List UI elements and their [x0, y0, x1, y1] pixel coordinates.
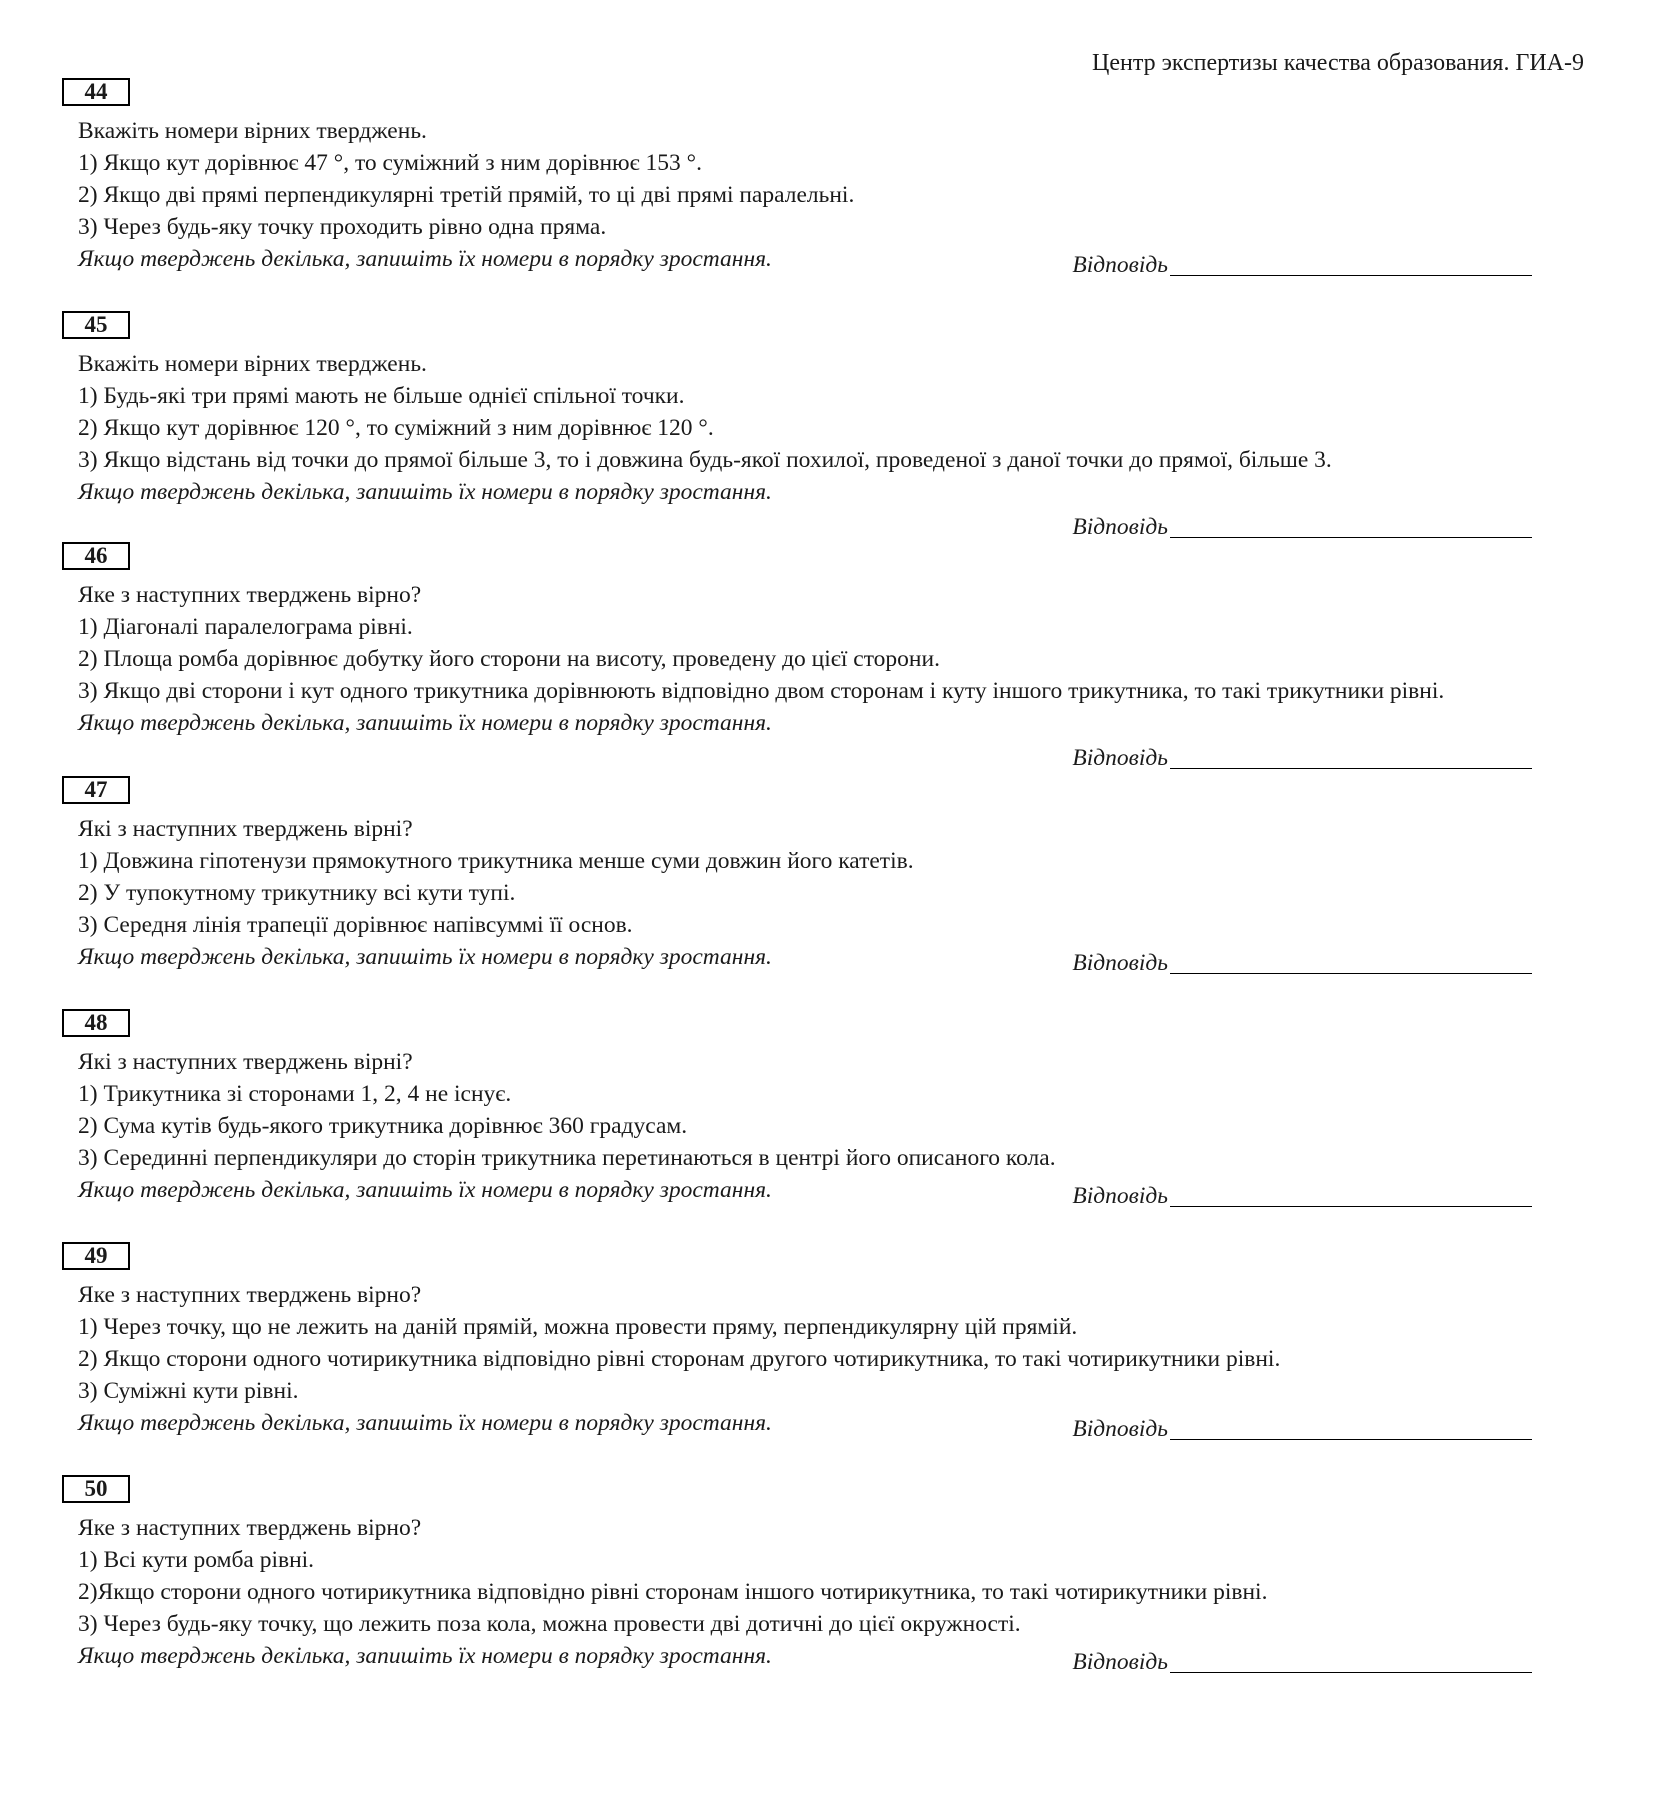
answer-field[interactable]: [1072, 947, 1532, 978]
task-statement-2: 2)Якщо сторони одного чотирикутника відповідно рівні сторонам іншого чотирикутника, то такі чотирикутники рівні.: [78, 1579, 1268, 1605]
task-46: [62, 542, 1532, 776]
task-statement-2: 2) Якщо кут дорівнює 120 °, то суміжний з ним дорівнює 120 °.: [78, 415, 714, 441]
answer-label: Відповідь: [1072, 745, 1168, 771]
task-number: 45: [62, 311, 130, 339]
answer-field[interactable]: [1072, 1646, 1532, 1677]
task-number: 47: [62, 776, 130, 804]
task-45: [62, 311, 1532, 542]
task-48: [62, 1009, 1532, 1242]
task-instruction: Якщо тверджень декілька, запишіть їх номери в порядку зростання.: [78, 1643, 772, 1669]
page-header: Центр экспертизы качества образования. ГИА-9: [1092, 50, 1584, 76]
task-statement-3: 3) Через будь-яку точку, що лежить поза кола, можна провести дві дотичні до цієї окружності.: [78, 1611, 1021, 1637]
task-statement-1: 1) Всі кути ромба рівні.: [78, 1547, 315, 1573]
answer-line[interactable]: [1170, 742, 1532, 769]
task-body: [78, 579, 1530, 739]
task-number: 46: [62, 542, 130, 570]
answer-field[interactable]: [1072, 1180, 1532, 1211]
answer-line[interactable]: [1170, 1180, 1532, 1207]
task-question: Які з наступних тверджень вірні?: [78, 816, 413, 842]
answer-field[interactable]: [1072, 1413, 1532, 1444]
task-number: 48: [62, 1009, 130, 1037]
task-statement-3: 3) Якщо відстань від точки до прямої більше 3, то і довжина будь-якої похилої, проведеної з даної точки до прямої, більше 3.: [78, 447, 1332, 473]
task-statement-3: 3) Суміжні кути рівні.: [78, 1378, 299, 1404]
answer-label: Відповідь: [1072, 1649, 1168, 1675]
answer-field[interactable]: [1072, 742, 1532, 773]
task-49: [62, 1242, 1532, 1475]
task-question: Які з наступних тверджень вірні?: [78, 1049, 413, 1075]
task-instruction: Якщо тверджень декілька, запишіть їх номери в порядку зростання.: [78, 1410, 772, 1436]
task-question: Яке з наступних тверджень вірно?: [78, 1282, 422, 1308]
task-question: Вкажіть номери вірних тверджень.: [78, 118, 427, 144]
task-body: [78, 348, 1530, 508]
task-statement-1: 1) Будь-які три прямі мають не більше однієї спільної точки.: [78, 383, 685, 409]
task-instruction: Якщо тверджень декілька, запишіть їх номери в порядку зростання.: [78, 479, 772, 505]
answer-line[interactable]: [1170, 249, 1532, 276]
task-number: 50: [62, 1475, 130, 1503]
task-statement-2: 2) Якщо сторони одного чотирикутника відповідно рівні сторонам другого чотирикутника, то такі чотирикутники рівні.: [78, 1346, 1281, 1372]
task-instruction: Якщо тверджень декілька, запишіть їх номери в порядку зростання.: [78, 246, 772, 272]
answer-line[interactable]: [1170, 1413, 1532, 1440]
task-statement-2: 2) Площа ромба дорівнює добутку його сторони на висоту, проведену до цієї сторони.: [78, 646, 940, 672]
task-statement-3: 3) Якщо дві сторони і кут одного трикутника дорівнюють відповідно двом сторонам і куту іншого трикутника, то такі трикутники рівні.: [78, 678, 1445, 704]
task-number: 44: [62, 78, 130, 106]
task-number: 49: [62, 1242, 130, 1270]
answer-line[interactable]: [1170, 1646, 1532, 1673]
task-statement-1: 1) Довжина гіпотенузи прямокутного трикутника менше суми довжин його катетів.: [78, 848, 914, 874]
task-instruction: Якщо тверджень декілька, запишіть їх номери в порядку зростання.: [78, 944, 772, 970]
task-statement-3: 3) Середня лінія трапеції дорівнює напівсуммі її основ.: [78, 912, 633, 938]
task-statement-2: 2) У тупокутному трикутнику всі кути тупі.: [78, 880, 516, 906]
answer-label: Відповідь: [1072, 1416, 1168, 1442]
task-question: Яке з наступних тверджень вірно?: [78, 1515, 422, 1541]
task-statement-1: 1) Якщо кут дорівнює 47 °, то суміжний з ним дорівнює 153 °.: [78, 150, 702, 176]
answer-field[interactable]: [1072, 249, 1532, 280]
answer-field[interactable]: [1072, 511, 1532, 542]
task-47: [62, 776, 1532, 1009]
task-44: [62, 78, 1532, 311]
task-statement-1: 1) Через точку, що не лежить на даній прямій, можна провести пряму, перпендикулярну цій прямій.: [78, 1314, 1078, 1340]
task-question: Яке з наступних тверджень вірно?: [78, 582, 422, 608]
task-statement-3: 3) Через будь-яку точку проходить рівно одна пряма.: [78, 214, 607, 240]
task-statement-1: 1) Трикутника зі сторонами 1, 2, 4 не існує.: [78, 1081, 512, 1107]
task-statement-2: 2) Сума кутів будь-якого трикутника дорівнює 360 градусам.: [78, 1113, 688, 1139]
task-statement-2: 2) Якщо дві прямі перпендикулярні третій прямій, то ці дві прямі паралельні.: [78, 182, 855, 208]
answer-label: Відповідь: [1072, 252, 1168, 278]
answer-label: Відповідь: [1072, 514, 1168, 540]
answer-label: Відповідь: [1072, 950, 1168, 976]
tasks-list: [62, 78, 1532, 1708]
task-question: Вкажіть номери вірних тверджень.: [78, 351, 427, 377]
answer-line[interactable]: [1170, 511, 1532, 538]
task-instruction: Якщо тверджень декілька, запишіть їх номери в порядку зростання.: [78, 1177, 772, 1203]
answer-line[interactable]: [1170, 947, 1532, 974]
task-statement-3: 3) Серединні перпендикуляри до сторін трикутника перетинаються в центрі його описаного кола.: [78, 1145, 1056, 1171]
answer-label: Відповідь: [1072, 1183, 1168, 1209]
task-50: [62, 1475, 1532, 1708]
task-statement-1: 1) Діагоналі паралелограма рівні.: [78, 614, 413, 640]
task-instruction: Якщо тверджень декілька, запишіть їх номери в порядку зростання.: [78, 710, 772, 736]
